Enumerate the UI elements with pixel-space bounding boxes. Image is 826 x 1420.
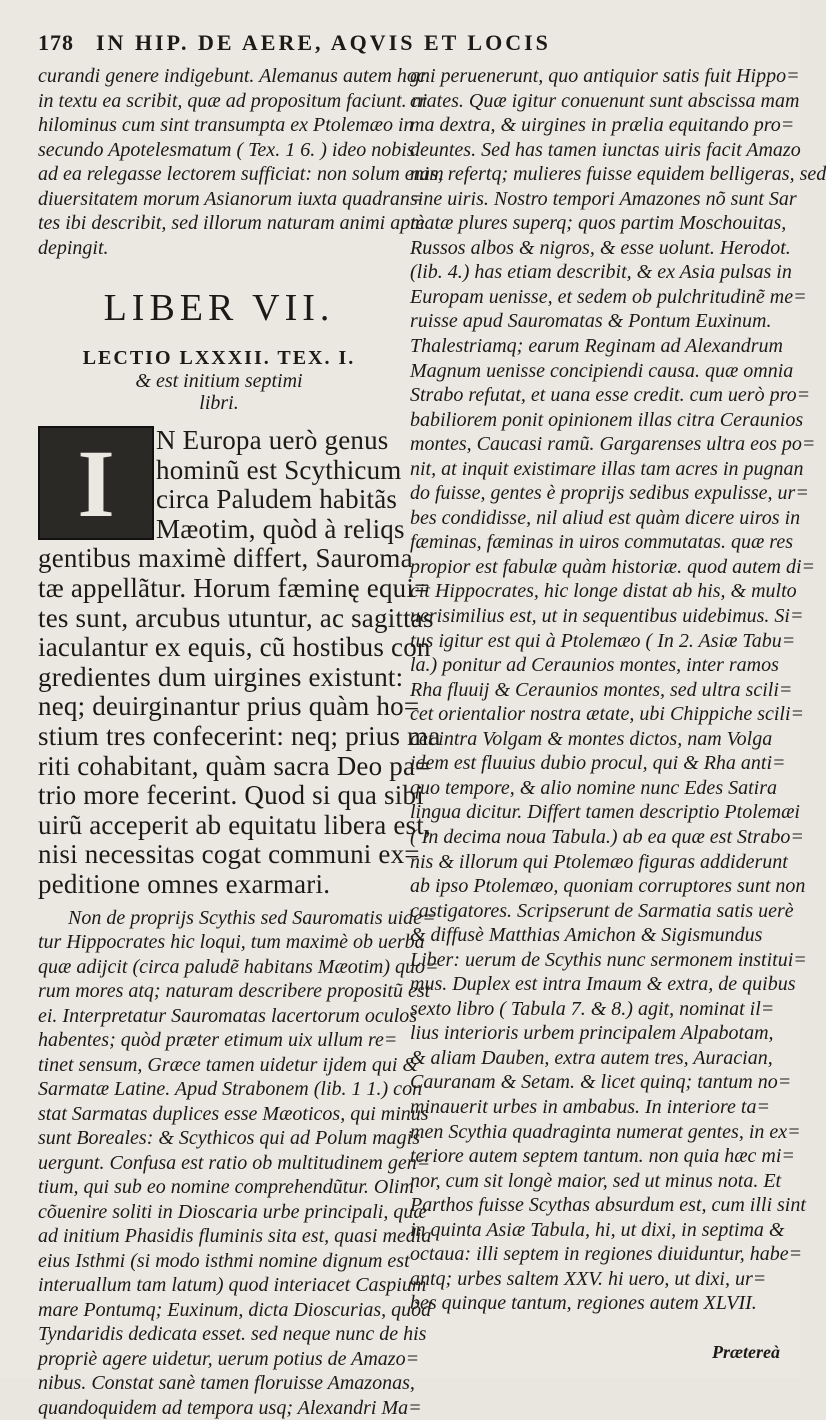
text-line: cet orientalior nostra ætate, ubi Chippiche scili= <box>410 702 785 727</box>
text-line: quo tempore, & alio nomine nunc Edes Satira <box>410 776 785 801</box>
text-line: propior est fabulæ quàm historiæ. quod autem di= <box>410 555 785 580</box>
text-line: bes condidisse, nil aliud est quàm dicere uiros in <box>410 506 785 531</box>
text-line: gni peruenerunt, quo antiquior satis fuit Hippo= <box>410 64 785 89</box>
text-line: teriore autem septem tantum. non quia hæc mi= <box>410 1144 785 1169</box>
text-line: sine uiris. Nostro tempori Amazones nõ sunt Sar <box>410 187 785 212</box>
text-line: ( In decima noua Tabula.) ab ea quæ est Strabo= <box>410 825 785 850</box>
text-line: quandoquidem ad tempora usq; Alexandri Ma= <box>38 1396 400 1420</box>
text-line: tæ appellãtur. Horum fæminę equi= <box>38 574 400 604</box>
text-line: castigatores. Scripserunt de Sarmatia satis uerè <box>410 899 785 924</box>
text-line: Thalestriamq; earum Reginam ad Alexandrum <box>410 334 785 359</box>
text-line: Sarmatæ Latine. Apud Strabonem (lib. 1 1.) con <box>38 1077 400 1102</box>
text-line: crates. Quæ igitur conuenunt sunt abscissa mam <box>410 89 785 114</box>
text-line: tur Hippocrates hic loqui, tum maximè ob uerba <box>38 930 400 955</box>
lectio-subheading: & est initium septimi <box>38 370 400 392</box>
text-line: Mæotim, quòd à reliqs <box>38 515 400 545</box>
text-line: ei. Interpretatur Sauromatas lacertorum oculos <box>38 1004 400 1029</box>
text-line: gredientes dum uirgines existunt: <box>38 663 400 693</box>
text-line: tium, qui sub eo nomine comprehendũtur. Olim <box>38 1175 400 1200</box>
text-line: in quinta Asiæ Tabula, hi, ut dixi, in septima & <box>410 1218 785 1243</box>
text-line: uirũ acceperit ab equitatu libera est, <box>38 811 400 841</box>
text-line: hominũ est Scythicum <box>38 456 400 486</box>
text-line: ad ea relegasse lectorem sufficiat: non solum enim <box>38 162 400 187</box>
text-line: bes quinque tantum, regiones autem XLVII. <box>410 1291 785 1316</box>
intro-paragraph <box>38 64 400 260</box>
text-line: la.) ponitur ad Ceraunios montes, inter ramos <box>410 653 785 678</box>
left-column <box>38 64 400 1420</box>
text-line: sunt Boreales: & Scythicos qui ad Polum magis <box>38 1126 400 1151</box>
text-line: iaculantur ex equis, cũ hostibus con <box>38 633 400 663</box>
text-line: Russos albos & nigros, & esse uolunt. Herodot. <box>410 236 785 261</box>
running-title: IN HIP. DE AERE, AQVIS ET LOCIS <box>96 30 551 55</box>
text-line: cit Hippocrates, hic longe distat ab his, & multo <box>410 579 785 604</box>
text-line: depingit. <box>38 236 400 261</box>
text-line: habentes; quòd præter etimum uix ullum re= <box>38 1028 400 1053</box>
text-line: octaua: illi septem in regiones diuiduntur, habe= <box>410 1242 785 1267</box>
text-line: lius interioris urbem principalem Alpabotam, <box>410 1021 785 1046</box>
text-line: minauerit urbes in ambabus. In interiore ta= <box>410 1095 785 1120</box>
text-line: propriè agere uidetur, uerum potius de Amazo= <box>38 1347 400 1372</box>
text-line: ruisse apud Sauromatas & Pontum Euxinum. <box>410 309 785 334</box>
text-line: Magnum uenisse concipiendi causa. quæ omnia <box>410 359 785 384</box>
text-line: Parthos fuisse Scythas absurdum est, cum illi sint <box>410 1193 785 1218</box>
text-line: sexto libro ( Tabula 7. & 8.) agit, nominat il= <box>410 997 785 1022</box>
text-line: tes sunt, arcubus utuntur, ac sagittas <box>38 604 400 634</box>
text-line: interuallum tam latum) quod interiacet Caspium <box>38 1273 400 1298</box>
text-line: nisi necessitas cogat communi ex= <box>38 840 400 870</box>
text-line: Liber: uerum de Scythis nunc sermonem institui= <box>410 948 785 973</box>
text-line: & diffusè Matthias Amichon & Sigismundus <box>410 923 785 948</box>
text-line: fæminas, fæminas in uiros commutatas. quæ res <box>410 530 785 555</box>
text-line: montes, Caucasi ramũ. Gargarenses ultra eos po= <box>410 432 785 457</box>
text-line: in textu ea scribit, quæ ad propositum faciunt. ni <box>38 89 400 114</box>
text-line: Tyndaridis dedicata esset. sed neque nunc de his <box>38 1322 400 1347</box>
text-line: uergunt. Confusa est ratio ob multitudinem gen= <box>38 1151 400 1176</box>
text-line: diuersitatem morum Asianorum iuxta quadran= <box>38 187 400 212</box>
running-head <box>38 30 738 56</box>
text-line: gentibus maximè differt, Sauroma <box>38 544 400 574</box>
text-line: ab ipso Ptolemæo, quoniam corruptores sunt non <box>410 874 785 899</box>
commentary <box>38 906 400 1420</box>
text-line: tes ibi describit, sed illorum naturam animi aptè <box>38 211 400 236</box>
text-line: idem est fluuius dubio procul, qui & Rha anti= <box>410 751 785 776</box>
text-line: nibus. Constat sanè tamen floruisse Amazonas, <box>38 1371 400 1396</box>
text-line: antq; urbes saltem XXV. hi uero, ut dixi, ur= <box>410 1267 785 1292</box>
text-line: ad initium Phasidis fluminis sita est, quasi media <box>38 1224 400 1249</box>
text-line: stium tres confecerint: neq; prius ma <box>38 722 400 752</box>
page-number: 178 <box>38 30 74 55</box>
text-line: rum mores atq; naturam describere propositũ est <box>38 979 400 1004</box>
text-line: neq; deuirginantur prius quàm ho= <box>38 692 400 722</box>
text-line: curandi genere indigebunt. Alemanus autem hoc <box>38 64 400 89</box>
text-line: men Scythia quadraginta numerat gentes, in ex= <box>410 1120 785 1145</box>
text-line: secundo Apotelesmatum ( Tex. 1 6. ) ideo nobis <box>38 138 400 163</box>
text-line: N Europa uerò genus <box>38 426 400 456</box>
text-line: cõuenire soliti in Dioscaria urbe principali, quæ <box>38 1200 400 1225</box>
main-text <box>38 426 400 900</box>
text-line: lingua dicitur. Differt tamen descriptio Ptolemæi <box>410 800 785 825</box>
text-line: deuntes. Sed has tamen iunctas uiris facit Amazo <box>410 138 785 163</box>
text-line: nas, refertq; mulieres fuisse equidem belligeras, sed <box>410 162 785 187</box>
text-line: nis & illorum qui Ptolemæo figuras addiderunt <box>410 850 785 875</box>
text-line: eius Isthmi (si modo isthmi nomine dignum est <box>38 1249 400 1274</box>
text-line: (lib. 4.) has etiam describit, & ex Asia pulsas in <box>410 260 785 285</box>
text-line: quæ adijcit (circa paludẽ habitans Mæotim) quo= <box>38 955 400 980</box>
text-line: uerisimilius est, ut in sequentibus uidebimus. Si= <box>410 604 785 629</box>
text-line: & aliam Dauben, extra autem tres, Auracian, <box>410 1046 785 1071</box>
text-line: babiliorem ponit opinionem illas citra Ceraunios <box>410 408 785 433</box>
text-line: hilominus cum sint transumpta ex Ptolemæo in <box>38 113 400 138</box>
lectio-heading: LECTIO LXXXII. TEX. I. <box>38 346 400 370</box>
text-line: matæ plures superq; quos partim Moschouitas, <box>410 211 785 236</box>
text-line: trio more fecerint. Quod si qua sibi <box>38 781 400 811</box>
lectio-subheading: libri. <box>38 392 400 414</box>
text-line: cet intra Volgam & montes dictos, nam Volga <box>410 727 785 752</box>
catchword: Prætereà <box>712 1342 780 1363</box>
text-line: mare Pontumq; Euxinum, dicta Dioscurias, quòd <box>38 1298 400 1323</box>
text-line: mus. Duplex est intra Imaum & extra, de quibus <box>410 972 785 997</box>
text-line: peditione omnes exarmari. <box>38 870 400 900</box>
text-line: Rha fluuij & Ceraunios montes, sed ultra scili= <box>410 678 785 703</box>
text-line: tus igitur est qui à Ptolemæo ( In 2. Asiæ Tabu= <box>410 629 785 654</box>
text-line: circa Paludem habitãs <box>38 485 400 515</box>
text-line: nit, at inquit existimare illas tam acres in pugnan <box>410 457 785 482</box>
text-line: riti cohabitant, quàm sacra Deo pa= <box>38 752 400 782</box>
text-line: do fuisse, gentes è proprijs sedibus expulisse, ur= <box>410 481 785 506</box>
text-line: Non de proprijs Scythis sed Sauromatis uide= <box>38 906 400 931</box>
text-line: ma dextra, & uirgines in prælia equitando pro= <box>410 113 785 138</box>
text-line: Strabo refutat, et uana esse credit. cum uerò pro= <box>410 383 785 408</box>
decorated-initial: I <box>38 426 154 540</box>
text-line: stat Sarmatas duplices esse Mæoticos, qui minus <box>38 1102 400 1127</box>
text-line: Europam uenisse, et sedem ob pulchritudinẽ me= <box>410 285 785 310</box>
text-line: Cauranam & Setam. & licet quinq; tantum no= <box>410 1070 785 1095</box>
text-line: tinet sensum, Græce tamen uidetur ijdem qui & <box>38 1053 400 1078</box>
text-line: nor, cum sit longè maior, sed ut minus nota. Et <box>410 1169 785 1194</box>
right-column <box>410 64 785 1316</box>
book-title: LIBER VII. <box>38 284 400 332</box>
